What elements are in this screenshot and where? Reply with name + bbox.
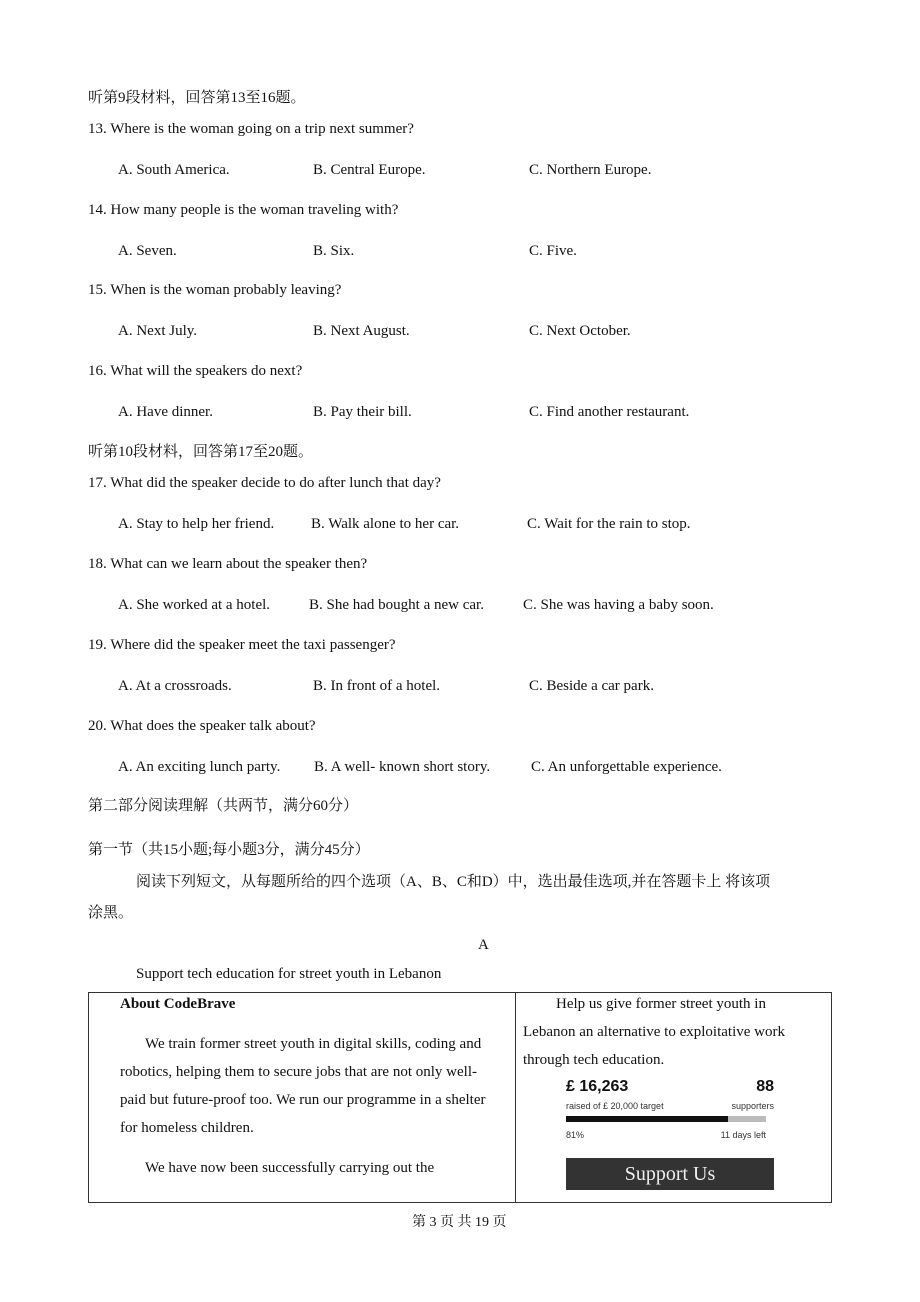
option-a: A. She worked at a hotel. — [118, 597, 271, 613]
about-line: We train former street youth in digital skills, coding and — [145, 1036, 482, 1052]
option-a: A. An exciting lunch party. — [118, 759, 281, 775]
section-header: 听第10段材料，回答第17至20题。 — [88, 444, 314, 460]
option-c: C. She was having a baby soon. — [523, 597, 714, 613]
option-c: C. Wait for the rain to stop. — [527, 516, 691, 532]
percent-label: 81% — [566, 1130, 585, 1140]
option-c: C. An unforgettable experience. — [531, 759, 722, 775]
about-line: We have now been successfully carrying out the — [145, 1160, 435, 1176]
option-c: C. Find another restaurant. — [529, 404, 690, 420]
page-footer: 第 3 页 共 19 页 — [412, 1215, 507, 1230]
column-divider — [515, 993, 516, 1202]
option-a: A. At a crossroads. — [118, 678, 232, 694]
question: 14. How many people is the woman traveling with? — [88, 202, 399, 218]
section1-heading: 第一节（共15小题;每小题3分，满分45分） — [88, 842, 370, 858]
option-a: A. Have dinner. — [118, 404, 213, 420]
option-a: A. Seven. — [118, 243, 177, 259]
option-b: B. Next August. — [313, 323, 410, 339]
question: 19. Where did the speaker meet the taxi passenger? — [88, 637, 396, 653]
option-c: C. Five. — [529, 243, 577, 259]
option-a: A. South America. — [118, 162, 230, 178]
option-c: C. Next October. — [529, 323, 631, 339]
section-header: 听第9段材料，回答第13至16题。 — [88, 90, 306, 106]
about-line: paid but future-proof too. We run our programme in a shelter — [120, 1092, 486, 1108]
about-line: for homeless children. — [120, 1120, 254, 1136]
question: 18. What can we learn about the speaker then? — [88, 556, 368, 572]
about-line: robotics, helping them to secure jobs that are not only well- — [120, 1064, 477, 1080]
target-label: raised of £ 20,000 target — [566, 1101, 664, 1111]
about-heading: About CodeBrave — [120, 996, 236, 1012]
option-a: A. Next July. — [118, 323, 198, 339]
question: 16. What will the speakers do next? — [88, 363, 303, 379]
option-b: B. She had bought a new car. — [309, 597, 484, 613]
part2-heading: 第二部分阅读理解（共两节，满分60分） — [88, 798, 359, 814]
option-b: B. In front of a hotel. — [313, 678, 441, 694]
passage-title: Support tech education for street youth in Lebanon — [136, 966, 442, 982]
amount-raised: £ 16,263 — [566, 1078, 629, 1095]
supporter-count: 88 — [756, 1078, 774, 1095]
option-b: B. Walk alone to her car. — [311, 516, 460, 532]
appeal-line: Lebanon an alternative to exploitative work — [523, 1024, 785, 1040]
option-b: B. Six. — [313, 243, 355, 259]
support-us-button[interactable]: Support Us — [566, 1158, 774, 1190]
question: 15. When is the woman probably leaving? — [88, 282, 342, 298]
option-c: C. Northern Europe. — [529, 162, 652, 178]
appeal-line: through tech education. — [523, 1052, 665, 1068]
instructions: 阅读下列短文，从每题所给的四个选项（A、B、C和D）中，选出最佳选项,并在答题卡上 将该项 — [136, 874, 771, 890]
progress-bar — [566, 1116, 766, 1122]
question: 17. What did the speaker decide to do after lunch that day? — [88, 475, 441, 491]
passage-label: A — [478, 937, 489, 953]
option-b: B. A well- known short story. — [314, 759, 491, 775]
option-c: C. Beside a car park. — [529, 678, 654, 694]
question: 13. Where is the woman going on a trip next summer? — [88, 121, 414, 137]
instructions-cont: 涂黑。 — [88, 905, 134, 921]
question: 20. What does the speaker talk about? — [88, 718, 316, 734]
days-left: 11 days left — [720, 1130, 766, 1140]
progress-fill — [566, 1116, 728, 1122]
option-b: B. Central Europe. — [313, 162, 426, 178]
appeal-line: Help us give former street youth in — [556, 996, 766, 1012]
supporters-label: supporters — [731, 1101, 774, 1111]
option-a: A. Stay to help her friend. — [118, 516, 275, 532]
option-b: B. Pay their bill. — [313, 404, 412, 420]
